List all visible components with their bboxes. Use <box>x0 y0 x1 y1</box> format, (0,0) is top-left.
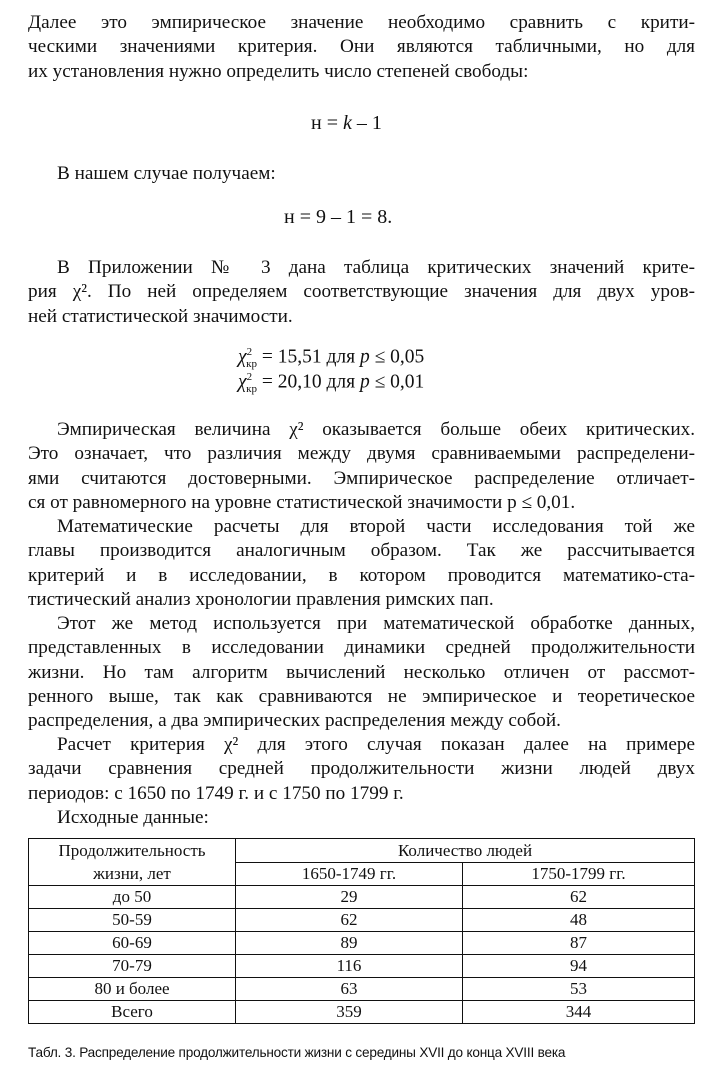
text-line: рия χ². По ней определяем соответствующие значения для двух уров- <box>28 281 695 303</box>
text-line: распределения, а два эмпирических распределения между собой. <box>28 710 561 732</box>
chi-value-text: = 15,51 для p ≤ 0,05 <box>261 346 425 368</box>
paragraph-example <box>28 733 695 806</box>
text-line: ями считаются достоверными. Эмпирическое распределение отличает- <box>28 467 695 489</box>
text-line: их установления нужно определить число степеней свободы: <box>28 60 529 82</box>
chi-symbol: χ <box>238 346 247 368</box>
formula-computed-df <box>284 206 392 229</box>
cell-age: 50-59 <box>29 909 236 932</box>
subscript: кр <box>246 383 257 396</box>
cell-age: 70-79 <box>29 955 236 978</box>
paragraph-method <box>28 612 695 733</box>
text-line: В Приложении № 3 дана таблица критических значений крите- <box>57 257 695 278</box>
chi-symbol: χ <box>238 371 247 393</box>
formula-degrees-of-freedom <box>311 112 382 135</box>
cell-period2: 62 <box>463 886 695 909</box>
header-period-1650-1749: 1650-1749 гг. <box>236 863 463 886</box>
formula-text: н = 9 – 1 = 8. <box>284 206 393 228</box>
cell-period2: 53 <box>463 978 695 1001</box>
text-line: Далее это эмпирическое значение необходимо сравнить с крити- <box>28 12 695 33</box>
cell-age: 60-69 <box>29 932 236 955</box>
text-line: задачи сравнения средней продолжительности жизни людей двух <box>28 758 695 780</box>
superscript: 2 <box>246 346 253 358</box>
table-row <box>29 932 695 955</box>
table-row-total <box>29 1001 695 1024</box>
paragraph-calculations <box>28 515 695 612</box>
paragraph-case <box>57 162 357 186</box>
chi-critical-005 <box>238 346 424 370</box>
text-line: Этот же метод используется при математической обработке данных, <box>57 613 695 634</box>
header-people-count: Количество людей <box>236 839 695 863</box>
table-row <box>29 909 695 932</box>
text-line: Это означает, что различия между двумя сравниваемыми распределени- <box>28 443 695 465</box>
cell-age: Всего <box>29 1001 236 1024</box>
text-line: Эмпирическая величина χ² оказывается больше обеих критических. <box>57 419 695 440</box>
cell-period2: 94 <box>463 955 695 978</box>
cell-period1: 359 <box>236 1001 463 1024</box>
paragraph-source-data <box>57 806 357 830</box>
text-line: ческими значениями критерия. Они являются табличными, но для <box>28 36 695 58</box>
chi-critical-001 <box>238 371 424 395</box>
cell-period2: 87 <box>463 932 695 955</box>
table-row <box>29 955 695 978</box>
cell-period2: 48 <box>463 909 695 932</box>
text-line: периодов: с 1650 по 1749 г. и с 1750 по 1799 г. <box>28 782 404 804</box>
cell-age: 80 и более <box>29 978 236 1001</box>
header-period-1750-1799: 1750-1799 гг. <box>463 863 695 886</box>
paragraph-appendix <box>28 256 695 329</box>
subscript: кр <box>246 358 257 371</box>
table-caption: Табл. 3. Распределение продолжительности жизни с середины XVII до конца XVIII века <box>28 1045 566 1060</box>
text-line: ренного выше, так как сравниваются не эмпирическое и теоретическое <box>28 685 695 707</box>
superscript: 2 <box>246 371 253 383</box>
text-line: жизни. Но там алгоритм вычислений несколько отличен от рассмот- <box>28 661 695 683</box>
cell-period1: 29 <box>236 886 463 909</box>
formula-text: н = k – 1 <box>311 112 382 134</box>
cell-period1: 63 <box>236 978 463 1001</box>
text-line: главы производится аналогичным образом. Так же рассчитывается <box>28 540 695 562</box>
table-row <box>29 978 695 1001</box>
cell-period2: 344 <box>463 1001 695 1024</box>
text-line: Математические расчеты для второй части исследования той же <box>57 516 695 537</box>
text-line: Исходные данные: <box>57 807 209 828</box>
text-line: В нашем случае получаем: <box>57 163 276 184</box>
lifespan-table <box>28 838 695 1024</box>
text-line: критерий и в исследовании, в котором проводится математико-ста- <box>28 564 695 586</box>
cell-period1: 62 <box>236 909 463 932</box>
chi-value-text: = 20,10 для p ≤ 0,01 <box>261 371 425 393</box>
text-line: тистический анализ хронологии правления римских пап. <box>28 588 494 610</box>
paragraph-empirical <box>28 418 695 515</box>
text-line: представленных в исследовании динамики средней продолжительности <box>28 637 695 659</box>
text-line: Расчет критерия χ² для этого случая показан далее на примере <box>57 734 695 755</box>
paragraph-intro <box>28 11 695 84</box>
table-row <box>29 886 695 909</box>
header-lifespan-line1: Продолжительность <box>29 839 236 863</box>
cell-period1: 116 <box>236 955 463 978</box>
cell-age: до 50 <box>29 886 236 909</box>
text-line: ся от равномерного на уровне статистической значимости p ≤ 0,01. <box>28 491 576 513</box>
cell-period1: 89 <box>236 932 463 955</box>
header-lifespan-line2: жизни, лет <box>29 863 236 886</box>
text-line: ней статистической значимости. <box>28 305 293 327</box>
